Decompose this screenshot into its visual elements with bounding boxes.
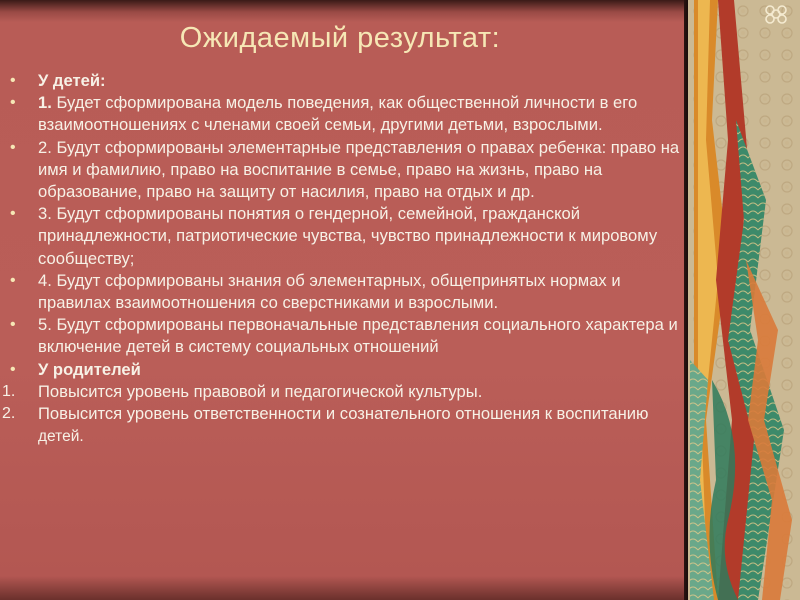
- result-1-text: Будет сформирована модель поведения, как общественной личности в его взаимоотношениях с членами своей семьи, другими детьми, взрослыми.: [38, 93, 638, 135]
- numbered-item-2: [0, 403, 680, 448]
- list-item-result-3: [0, 203, 680, 270]
- slide-body: [0, 70, 680, 448]
- bullet-icon: •: [10, 94, 16, 112]
- number-marker: 1.: [2, 382, 16, 400]
- parents-result-1-text: Повысится уровень правовой и педагогической культуры.: [38, 381, 483, 401]
- bullet-icon: •: [10, 205, 16, 223]
- numbered-item-1: [0, 381, 680, 403]
- decorative-ornament-icon: [688, 0, 800, 600]
- slide-title: Ожидаемый результат:: [179, 22, 501, 54]
- list-item-children-heading: [0, 70, 680, 92]
- children-heading: У детей:: [38, 71, 106, 90]
- list-item-result-5: [0, 314, 680, 358]
- decorative-border: [688, 0, 800, 600]
- number-marker: 2.: [2, 405, 16, 423]
- result-5-text: 5. Будут сформированы первоначальные представления социального характера и включение детей в систему социальных отношений: [38, 315, 678, 357]
- parents-result-2-text: Повысится уровень ответственности и сознательного отношения к воспитанию: [38, 404, 649, 424]
- result-2-text: 2. Будут сформированы элементарные представления о правах ребенка: право на имя и фамилию, право на воспитание в семье, право на жизнь, право на образование, право на защиту от насилия, право на отдых и др.: [38, 137, 680, 202]
- result-3-text: 3. Будут сформированы понятия о гендерной, семейной, гражданской принадлежности, патриотические чувства, чувство принадлежности к мировому сообществу;: [38, 204, 658, 268]
- list-item-result-2: [0, 137, 680, 204]
- list-item-result-1: [0, 92, 680, 136]
- bullet-icon: •: [10, 316, 16, 334]
- bullet-icon: •: [10, 360, 16, 378]
- parents-result-2-tail: детей.: [38, 428, 84, 446]
- bullet-icon: •: [10, 271, 16, 289]
- bullet-icon: •: [10, 72, 16, 89]
- list-item-parents-heading: [0, 359, 680, 381]
- parents-heading: У родителей: [38, 359, 141, 379]
- result-4-text: 4. Будут сформированы знания об элементарных, общепринятых нормах и правилах взаимоотношения со сверстниками и взрослыми.: [38, 270, 621, 313]
- list-item-result-4: [0, 270, 680, 314]
- result-1-number: 1.: [38, 93, 52, 113]
- bullet-icon: •: [10, 138, 16, 156]
